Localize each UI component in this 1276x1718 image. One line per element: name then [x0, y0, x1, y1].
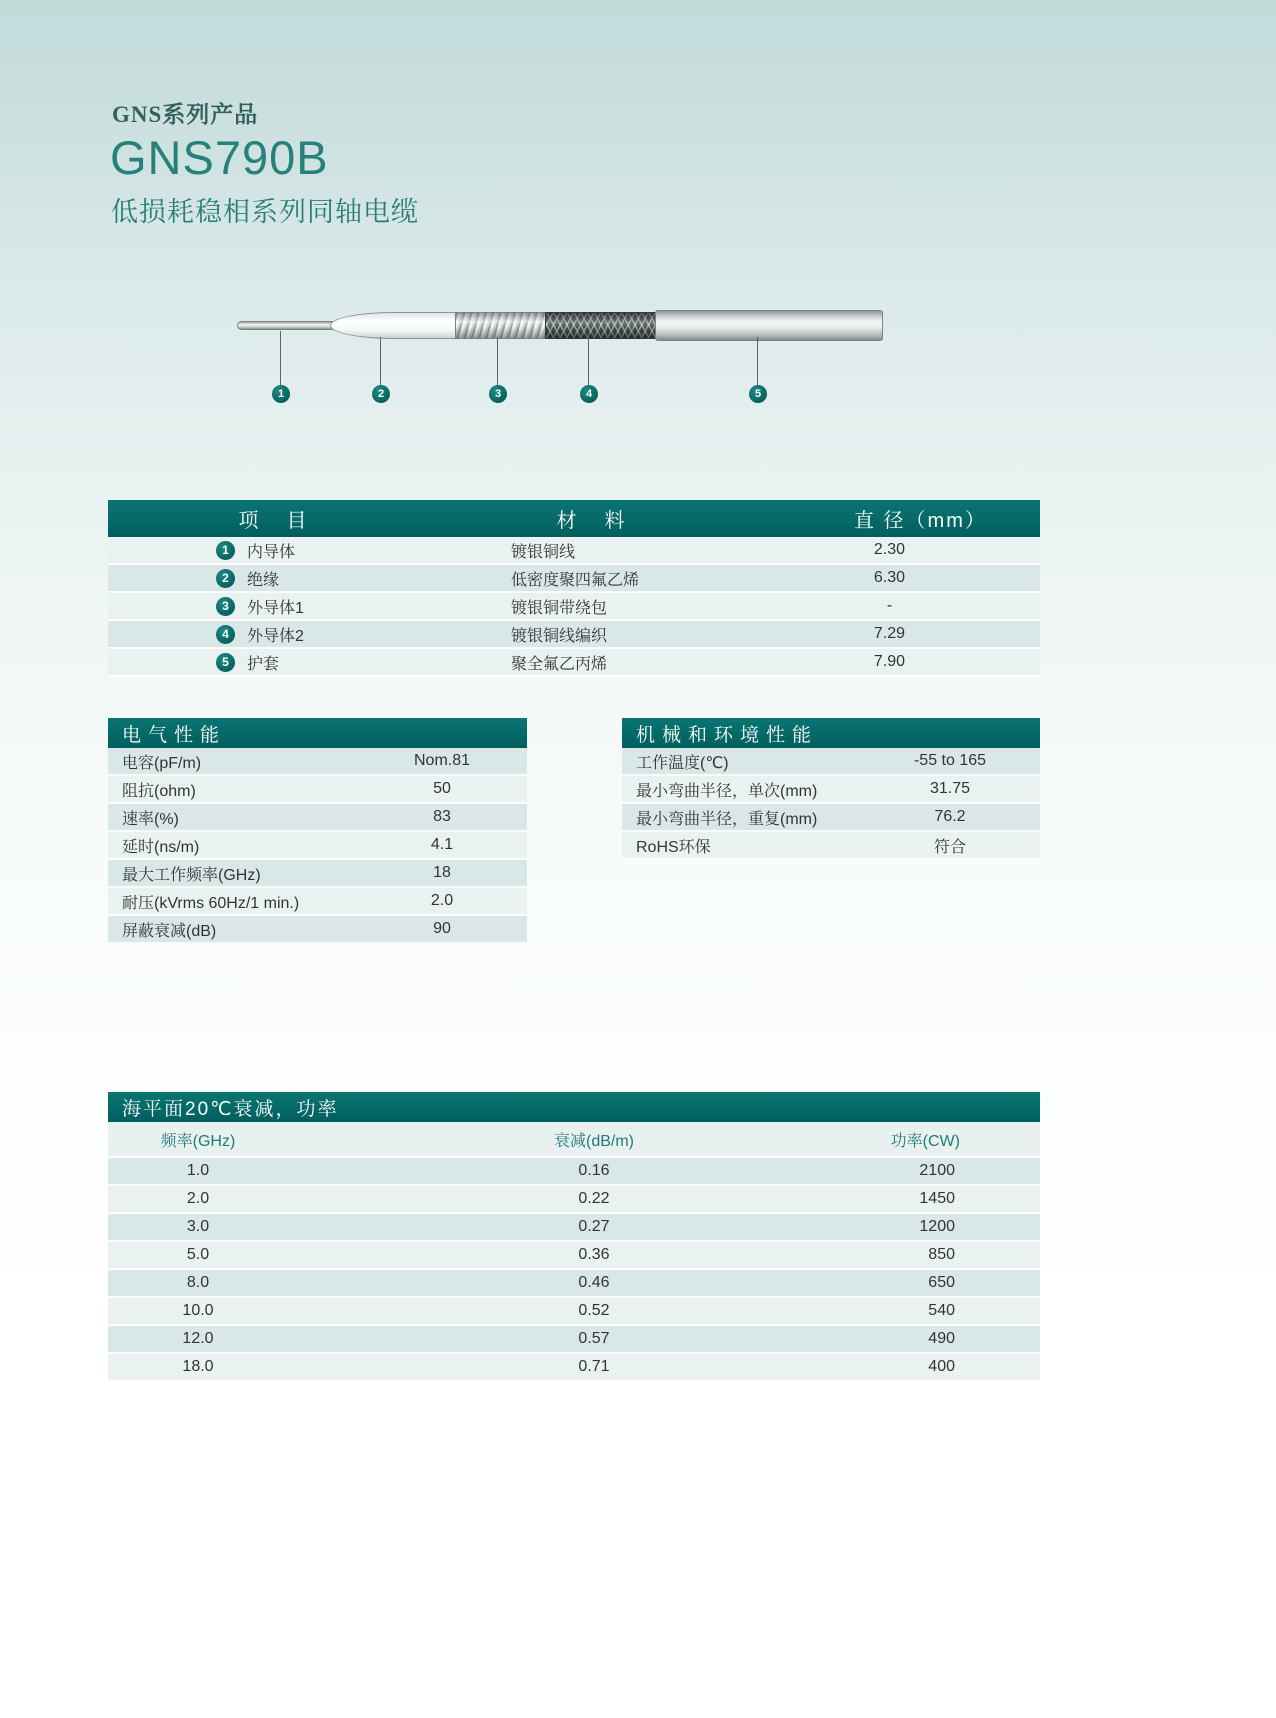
- property-label: 耐压(kVrms 60Hz/1 min.): [122, 894, 300, 912]
- attenuation-row: [108, 1186, 1040, 1214]
- power-value: 490: [928, 1330, 955, 1347]
- attenuation-value: 0.22: [578, 1190, 610, 1207]
- col-header-frequency: 频率(GHz): [160, 1132, 236, 1150]
- attenuation-column-headers: [108, 1122, 1040, 1158]
- item-cell: [108, 539, 481, 562]
- power-value: 540: [928, 1302, 955, 1319]
- item-cell: [108, 595, 481, 618]
- item-number-badge: 5: [216, 653, 235, 672]
- property-label: 屏蔽衰减(dB): [122, 922, 217, 940]
- item-number-badge: 2: [216, 569, 235, 588]
- electrical-row: [108, 860, 527, 888]
- item-label: 内导体: [247, 543, 296, 561]
- inner-conductor-graphic: [237, 321, 333, 330]
- material-label: 镀银铜线: [511, 543, 576, 561]
- property-label: 最小弯曲半径，重复(mm): [636, 810, 818, 828]
- construction-row: [108, 565, 1040, 593]
- property-value: Nom.81: [413, 752, 471, 769]
- col-header-attenuation: 衰减(dB/m): [553, 1132, 634, 1150]
- attenuation-row: [108, 1242, 1040, 1270]
- attenuation-value: 0.57: [578, 1330, 610, 1347]
- diameter-value: 2.30: [873, 541, 906, 558]
- property-label: 最大工作频率(GHz): [122, 866, 261, 884]
- power-value: 400: [928, 1358, 955, 1375]
- property-label: 工作温度(℃): [636, 754, 729, 772]
- mechanical-row: [622, 748, 1040, 776]
- attenuation-value: 0.27: [578, 1218, 610, 1235]
- property-value: 18: [433, 864, 451, 881]
- leader-line-1: [280, 331, 281, 387]
- item-label: 外导体2: [247, 627, 304, 645]
- callout-1-icon: 1: [272, 385, 290, 403]
- property-value: 83: [433, 808, 451, 825]
- frequency-value: 18.0: [182, 1358, 214, 1375]
- electrical-row: [108, 888, 527, 916]
- property-label: 速率(%): [122, 810, 179, 828]
- electrical-row: [108, 804, 527, 832]
- item-cell: [108, 651, 481, 674]
- attenuation-row: [108, 1158, 1040, 1186]
- mechanical-table-title: 机械和环境性能: [622, 718, 1040, 748]
- diameter-value: -: [886, 597, 893, 614]
- property-label: 阻抗(ohm): [122, 782, 196, 800]
- col-header-diameter: 直 径（mm）: [854, 510, 987, 532]
- callout-4-icon: 4: [580, 385, 598, 403]
- diameter-value: 7.29: [873, 625, 906, 642]
- property-value: 2.0: [430, 892, 454, 909]
- leader-line-5: [757, 337, 758, 389]
- item-number-badge: 1: [216, 541, 235, 560]
- material-label: 低密度聚四氟乙烯: [511, 571, 640, 589]
- electrical-row: [108, 832, 527, 860]
- power-value: 1200: [919, 1218, 955, 1235]
- electrical-row: [108, 916, 527, 944]
- frequency-value: 8.0: [186, 1274, 210, 1291]
- property-label: RoHS环保: [636, 838, 711, 856]
- callout-3-icon: 3: [489, 385, 507, 403]
- diameter-value: 6.30: [873, 569, 906, 586]
- construction-table-header: [108, 500, 1040, 537]
- property-label: 电容(pF/m): [122, 754, 202, 772]
- mechanical-table-body: [622, 748, 1040, 860]
- callout-5-icon: 5: [749, 385, 767, 403]
- frequency-value: 10.0: [182, 1302, 214, 1319]
- power-value: 2100: [919, 1162, 955, 1179]
- attenuation-value: 0.71: [578, 1358, 610, 1375]
- attenuation-value: 0.52: [578, 1302, 610, 1319]
- braid-graphic: [545, 312, 657, 339]
- property-value: -55 to 165: [913, 752, 987, 769]
- material-label: 镀银铜带绕包: [511, 599, 608, 617]
- property-value: 4.1: [430, 836, 454, 853]
- item-label: 外导体1: [247, 599, 304, 617]
- item-label: 护套: [247, 655, 280, 673]
- attenuation-value: 0.36: [578, 1246, 610, 1263]
- attenuation-value: 0.16: [578, 1162, 610, 1179]
- attenuation-value: 0.46: [578, 1274, 610, 1291]
- electrical-row: [108, 748, 527, 776]
- power-value: 650: [928, 1274, 955, 1291]
- material-label: 聚全氟乙丙烯: [511, 655, 608, 673]
- col-header-material: 材 料: [556, 510, 629, 532]
- insulation-graphic: [330, 312, 457, 339]
- construction-row: [108, 649, 1040, 677]
- power-value: 850: [928, 1246, 955, 1263]
- attenuation-row: [108, 1214, 1040, 1242]
- series-label: GNS系列产品: [112, 102, 259, 127]
- frequency-value: 1.0: [186, 1162, 210, 1179]
- mechanical-row: [622, 776, 1040, 804]
- cable-diagram: [110, 285, 1150, 425]
- electrical-row: [108, 776, 527, 804]
- callout-2-icon: 2: [372, 385, 390, 403]
- property-value: 76.2: [934, 808, 966, 825]
- tape-wrap-graphic: [455, 312, 547, 339]
- attenuation-row: [108, 1298, 1040, 1326]
- frequency-value: 3.0: [186, 1218, 210, 1235]
- power-value: 1450: [919, 1190, 955, 1207]
- property-label: 最小弯曲半径，单次(mm): [636, 782, 818, 800]
- leader-line-2: [380, 337, 381, 389]
- leader-line-3: [497, 337, 498, 389]
- property-value: 31.75: [929, 780, 971, 797]
- material-label: 镀银铜线编织: [511, 627, 608, 645]
- mechanical-row: [622, 832, 1040, 860]
- construction-row: [108, 593, 1040, 621]
- frequency-value: 2.0: [186, 1190, 210, 1207]
- col-header-item: 项 目: [238, 510, 311, 532]
- item-number-badge: 3: [216, 597, 235, 616]
- diameter-value: 7.90: [873, 653, 906, 670]
- attenuation-row: [108, 1326, 1040, 1354]
- frequency-value: 12.0: [182, 1330, 214, 1347]
- electrical-table-body: [108, 748, 527, 944]
- mechanical-table: [622, 718, 1040, 860]
- property-value: 符合: [933, 838, 966, 856]
- property-label: 延时(ns/m): [122, 838, 200, 856]
- item-number-badge: 4: [216, 625, 235, 644]
- attenuation-table: [108, 1092, 1040, 1382]
- jacket-graphic: [655, 310, 883, 341]
- construction-table-body: [108, 537, 1040, 677]
- item-cell: [108, 623, 481, 646]
- construction-row: [108, 537, 1040, 565]
- item-cell: [108, 567, 481, 590]
- electrical-table: [108, 718, 527, 944]
- attenuation-row: [108, 1354, 1040, 1382]
- property-value: 50: [433, 780, 451, 797]
- construction-table: [108, 500, 1040, 677]
- property-value: 90: [433, 920, 451, 937]
- attenuation-row: [108, 1270, 1040, 1298]
- product-subtitle: 低损耗稳相系列同轴电缆: [111, 197, 419, 227]
- attenuation-table-body: [108, 1158, 1040, 1382]
- col-header-power: 功率(CW): [890, 1132, 960, 1150]
- product-model-title: GNS790B: [110, 131, 329, 184]
- frequency-value: 5.0: [186, 1246, 210, 1263]
- mechanical-row: [622, 804, 1040, 832]
- electrical-table-title: 电气性能: [108, 718, 527, 748]
- construction-row: [108, 621, 1040, 649]
- leader-line-4: [588, 337, 589, 389]
- item-label: 绝缘: [247, 571, 280, 589]
- attenuation-table-title: 海平面20℃衰减，功率: [108, 1092, 1040, 1122]
